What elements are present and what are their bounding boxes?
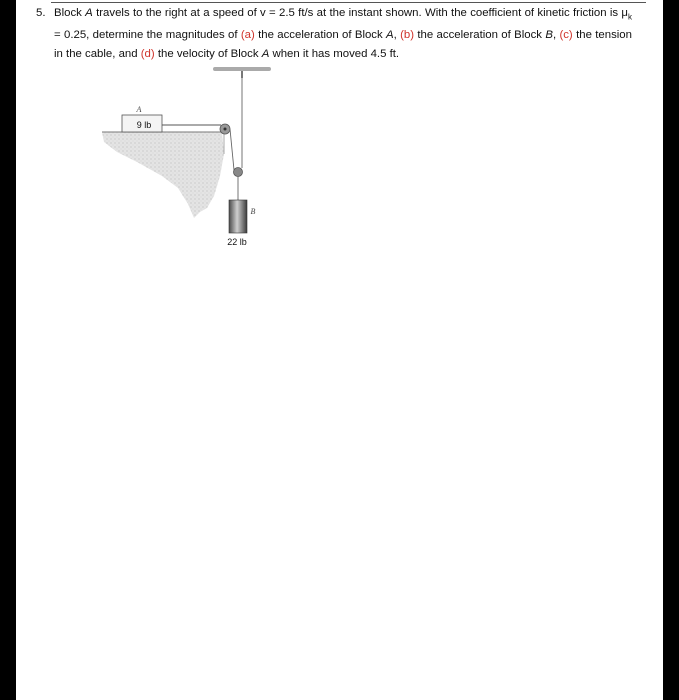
part-a-text: the acceleration of Block [254, 29, 387, 42]
block-b-ref: B [545, 29, 553, 42]
block-b-weight: 22 lb [227, 237, 247, 247]
problem-text: travels to the right at a speed of v = 2.5 ft/s at the instant shown. With the coefficient of kinetic friction is μ [92, 7, 628, 19]
block-a-ref: A [261, 48, 270, 61]
cable-to-pulley [230, 129, 234, 170]
problem-statement [36, 4, 632, 64]
problem-text: Block [54, 7, 86, 19]
part-c-label: (c) [559, 29, 573, 42]
pulley-axle [224, 128, 227, 131]
part-b-text: the acceleration of Block [414, 29, 546, 42]
part-c-text: the tension in the cable, and [54, 29, 632, 61]
punct: , [552, 29, 560, 42]
problem-number: 5. [36, 7, 46, 19]
part-d-text: when it has moved 4.5 ft. [269, 48, 400, 61]
block-a-label: A [136, 105, 142, 114]
part-d-label: (d) [140, 48, 155, 61]
block-b-label: B [250, 207, 256, 216]
block-a-ref: A [386, 29, 394, 42]
pulley-figure [82, 58, 282, 258]
moving-pulley [234, 168, 243, 177]
document-page [16, 0, 663, 700]
part-d-text: the velocity of Block [154, 48, 262, 61]
punct: , [393, 29, 401, 42]
ceiling-support [213, 67, 271, 71]
header-rule [51, 2, 646, 3]
pulley-diagram [82, 58, 282, 258]
block-a-ref: A [85, 7, 93, 19]
part-a-label: (a) [240, 29, 255, 42]
part-b-label: (b) [400, 29, 415, 42]
block-b [229, 200, 247, 233]
table-surface [102, 132, 224, 218]
mu-subscript: k [627, 12, 632, 22]
problem-text: = 0.25, determine the magnitudes of [54, 29, 241, 42]
block-a-weight: 9 lb [136, 120, 152, 130]
